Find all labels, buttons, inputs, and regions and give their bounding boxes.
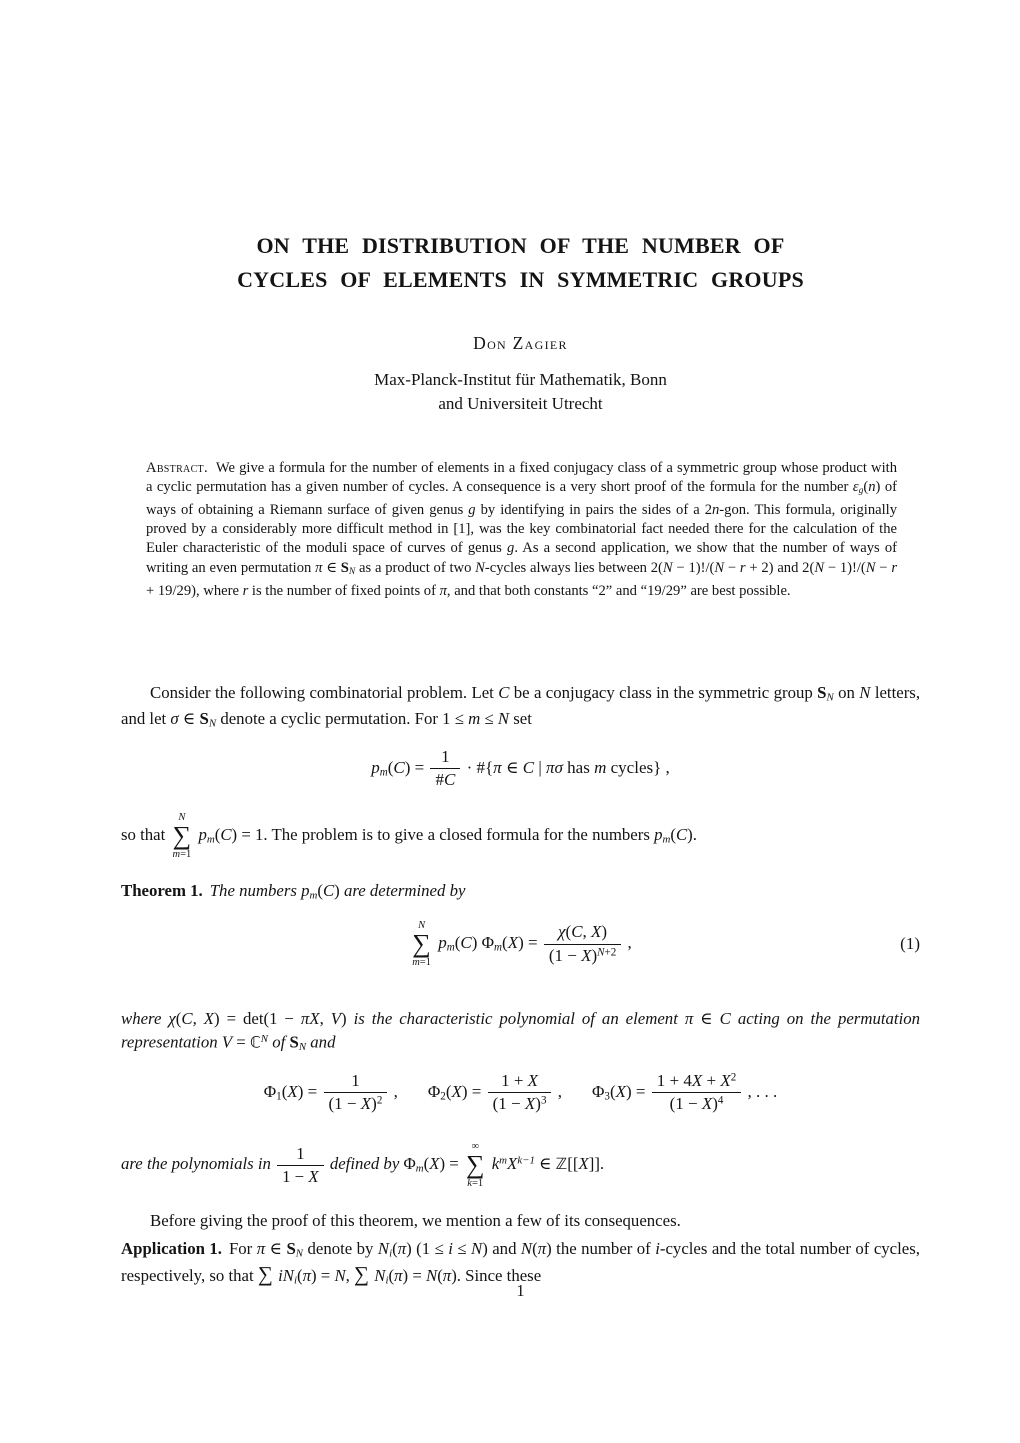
paragraph-intro: Consider the following combinatorial problem. Let C be a conjugacy class in the symmetric group SN on N letters, and let σ ∈ SN denote a cyclic permutation. For 1 ≤ m ≤ N set: [121, 683, 921, 730]
paragraph-before-proof: Before giving the proof of this theorem, we mention a few of its consequences.: [150, 1211, 681, 1230]
phi-formula-1: Φ1(X) = $\frac{1}{(1 - X)^2}$ ,: [264, 1070, 398, 1116]
paragraph-polynomials: are the polynomials in $\frac{1}{1 - X}$ defined by Φm(X) = ∞ ∑ k=1 $k^mX^{k-1}$ ∈ ℤ[[X]].: [121, 1141, 605, 1190]
application-label: Application 1.: [121, 1239, 222, 1258]
equation-1: [121, 920, 920, 968]
paper-title: [121, 229, 920, 297]
text-block: [121, 0, 920, 1443]
affiliation-line-1: Max-Planck-Institut für Mathematik, Bonn: [374, 370, 667, 389]
fraction-numerator: 1: [441, 747, 450, 766]
sum-lower-limit: m=1: [412, 957, 431, 969]
paragraph-where: where χ(C, X) = det(1 − πX, V) is the characteristic polynomial of an element π ∈ C acting on the permutation representation V = ℂ$^N$ of SN and: [121, 1009, 921, 1053]
summation-operator: [172, 812, 191, 860]
sum-upper-limit: N: [418, 920, 426, 931]
paragraph-so-that: so that N ∑ m=1 pm(C) = 1. The problem is to give a closed formula for the numbers pm(C).: [121, 812, 697, 861]
fraction-numerator: 1: [296, 1143, 305, 1163]
fraction: [430, 746, 460, 792]
affiliation: [121, 368, 920, 416]
fraction: [652, 1070, 742, 1116]
page-number: 1: [516, 1281, 525, 1300]
fraction-denominator: $(1 - X)^3$: [488, 1092, 552, 1115]
fraction: [544, 921, 621, 967]
paper-title-line-2: CYCLES OF ELEMENTS IN SYMMETRIC GROUPS: [237, 267, 804, 292]
fraction-numerator: 1: [351, 1071, 360, 1090]
phi-formulas: [121, 1070, 920, 1116]
author-name: Don Zagier: [473, 333, 568, 353]
fraction-denominator: $(1 - X)^2$: [324, 1092, 388, 1115]
summation-operator: [466, 1141, 485, 1189]
phi-formula-2: Φ2(X) = $\frac{1 + X}{(1 - X)^3}$ ,: [428, 1070, 562, 1116]
equation-number: (1): [900, 934, 920, 954]
summation-operator: [412, 920, 431, 968]
abstract-label: Abstract.: [146, 459, 208, 476]
sigma-glyph: ∑: [412, 929, 431, 959]
fraction: [277, 1143, 324, 1188]
paper-title-line-1: ON THE DISTRIBUTION OF THE NUMBER OF: [256, 233, 785, 258]
fraction-denominator: $(1 - X)^{N+2}$: [544, 944, 621, 967]
application-text: For π ∈ SN denote by Ni(π) (1 ≤ i ≤ N) and N(π) the number of i-cycles and the total number of cycles, respectively, so that ∑ iNi(π) = N, ∑ Ni(π) = N(π). Since these: [121, 1239, 920, 1287]
sum-lower-limit: m=1: [172, 849, 192, 861]
fraction-denominator: $(1 - X)^4$: [652, 1092, 742, 1115]
fraction-numerator: 1 + X: [501, 1071, 539, 1090]
theorem-statement: The numbers pm(C) are determined by: [209, 881, 466, 902]
equation-1-comma: ,: [623, 933, 632, 953]
fraction: [488, 1070, 552, 1116]
fraction-numerator: χ(C, X): [558, 922, 608, 942]
equation-pm: [121, 746, 920, 792]
abstract-text: We give a formula for the number of elements in a fixed conjugacy class of a symmetric group whose product with a cyclic permutation has a given number of cycles. A consequence is a very short proof of the formula for the number εg(n) of ways of obtaining a Riemann surface of given genus g by identifying in pairs the sides of a 2n-gon. This formula, originally proved by a considerably more difficult method in [1], was the key combinatorial fact needed there for the calculation of the Euler characteristic of the moduli space of curves of genus g. As a second application, we show that the number of ways of writing an even permutation π ∈ SN as a product of two N-cycles always lies between 2(N − 1)!/(N − r + 2) and 2(N − 1)!/(N − r + 19/29), where r is the number of fixed points of π, and that both constants “2” and “19/29” are best possible.: [146, 459, 898, 599]
sum-lower-limit: k=1: [467, 1178, 484, 1190]
sigma-glyph: ∑: [172, 821, 192, 851]
equation-pm-right: · #{π ∈ C | πσ has m cycles} ,: [462, 757, 670, 777]
fraction: [324, 1070, 388, 1116]
equation-pm-content: [371, 747, 670, 790]
abstract: [146, 459, 897, 602]
sum-upper-limit: ∞: [471, 1141, 479, 1152]
equation-pm-left: pm(C) =: [371, 757, 429, 779]
sigma-glyph: ∑: [465, 1150, 485, 1180]
fraction-numerator: $1 + 4X + X^2$: [656, 1071, 737, 1090]
fraction-denominator: #C: [430, 768, 460, 791]
sum-upper-limit: N: [178, 812, 186, 823]
equation-1-middle: pm(C) Φm(X) =: [438, 933, 542, 954]
theorem-label: Theorem 1.: [121, 881, 203, 900]
theorem-1: [121, 880, 920, 906]
fraction-denominator: 1 − X: [277, 1165, 324, 1188]
affiliation-line-2: and Universiteit Utrecht: [438, 394, 603, 413]
phi-formula-3: Φ3(X) = $\frac{1 + 4X + X^2}{(1 - X)^4}$ , . . .: [592, 1070, 777, 1116]
